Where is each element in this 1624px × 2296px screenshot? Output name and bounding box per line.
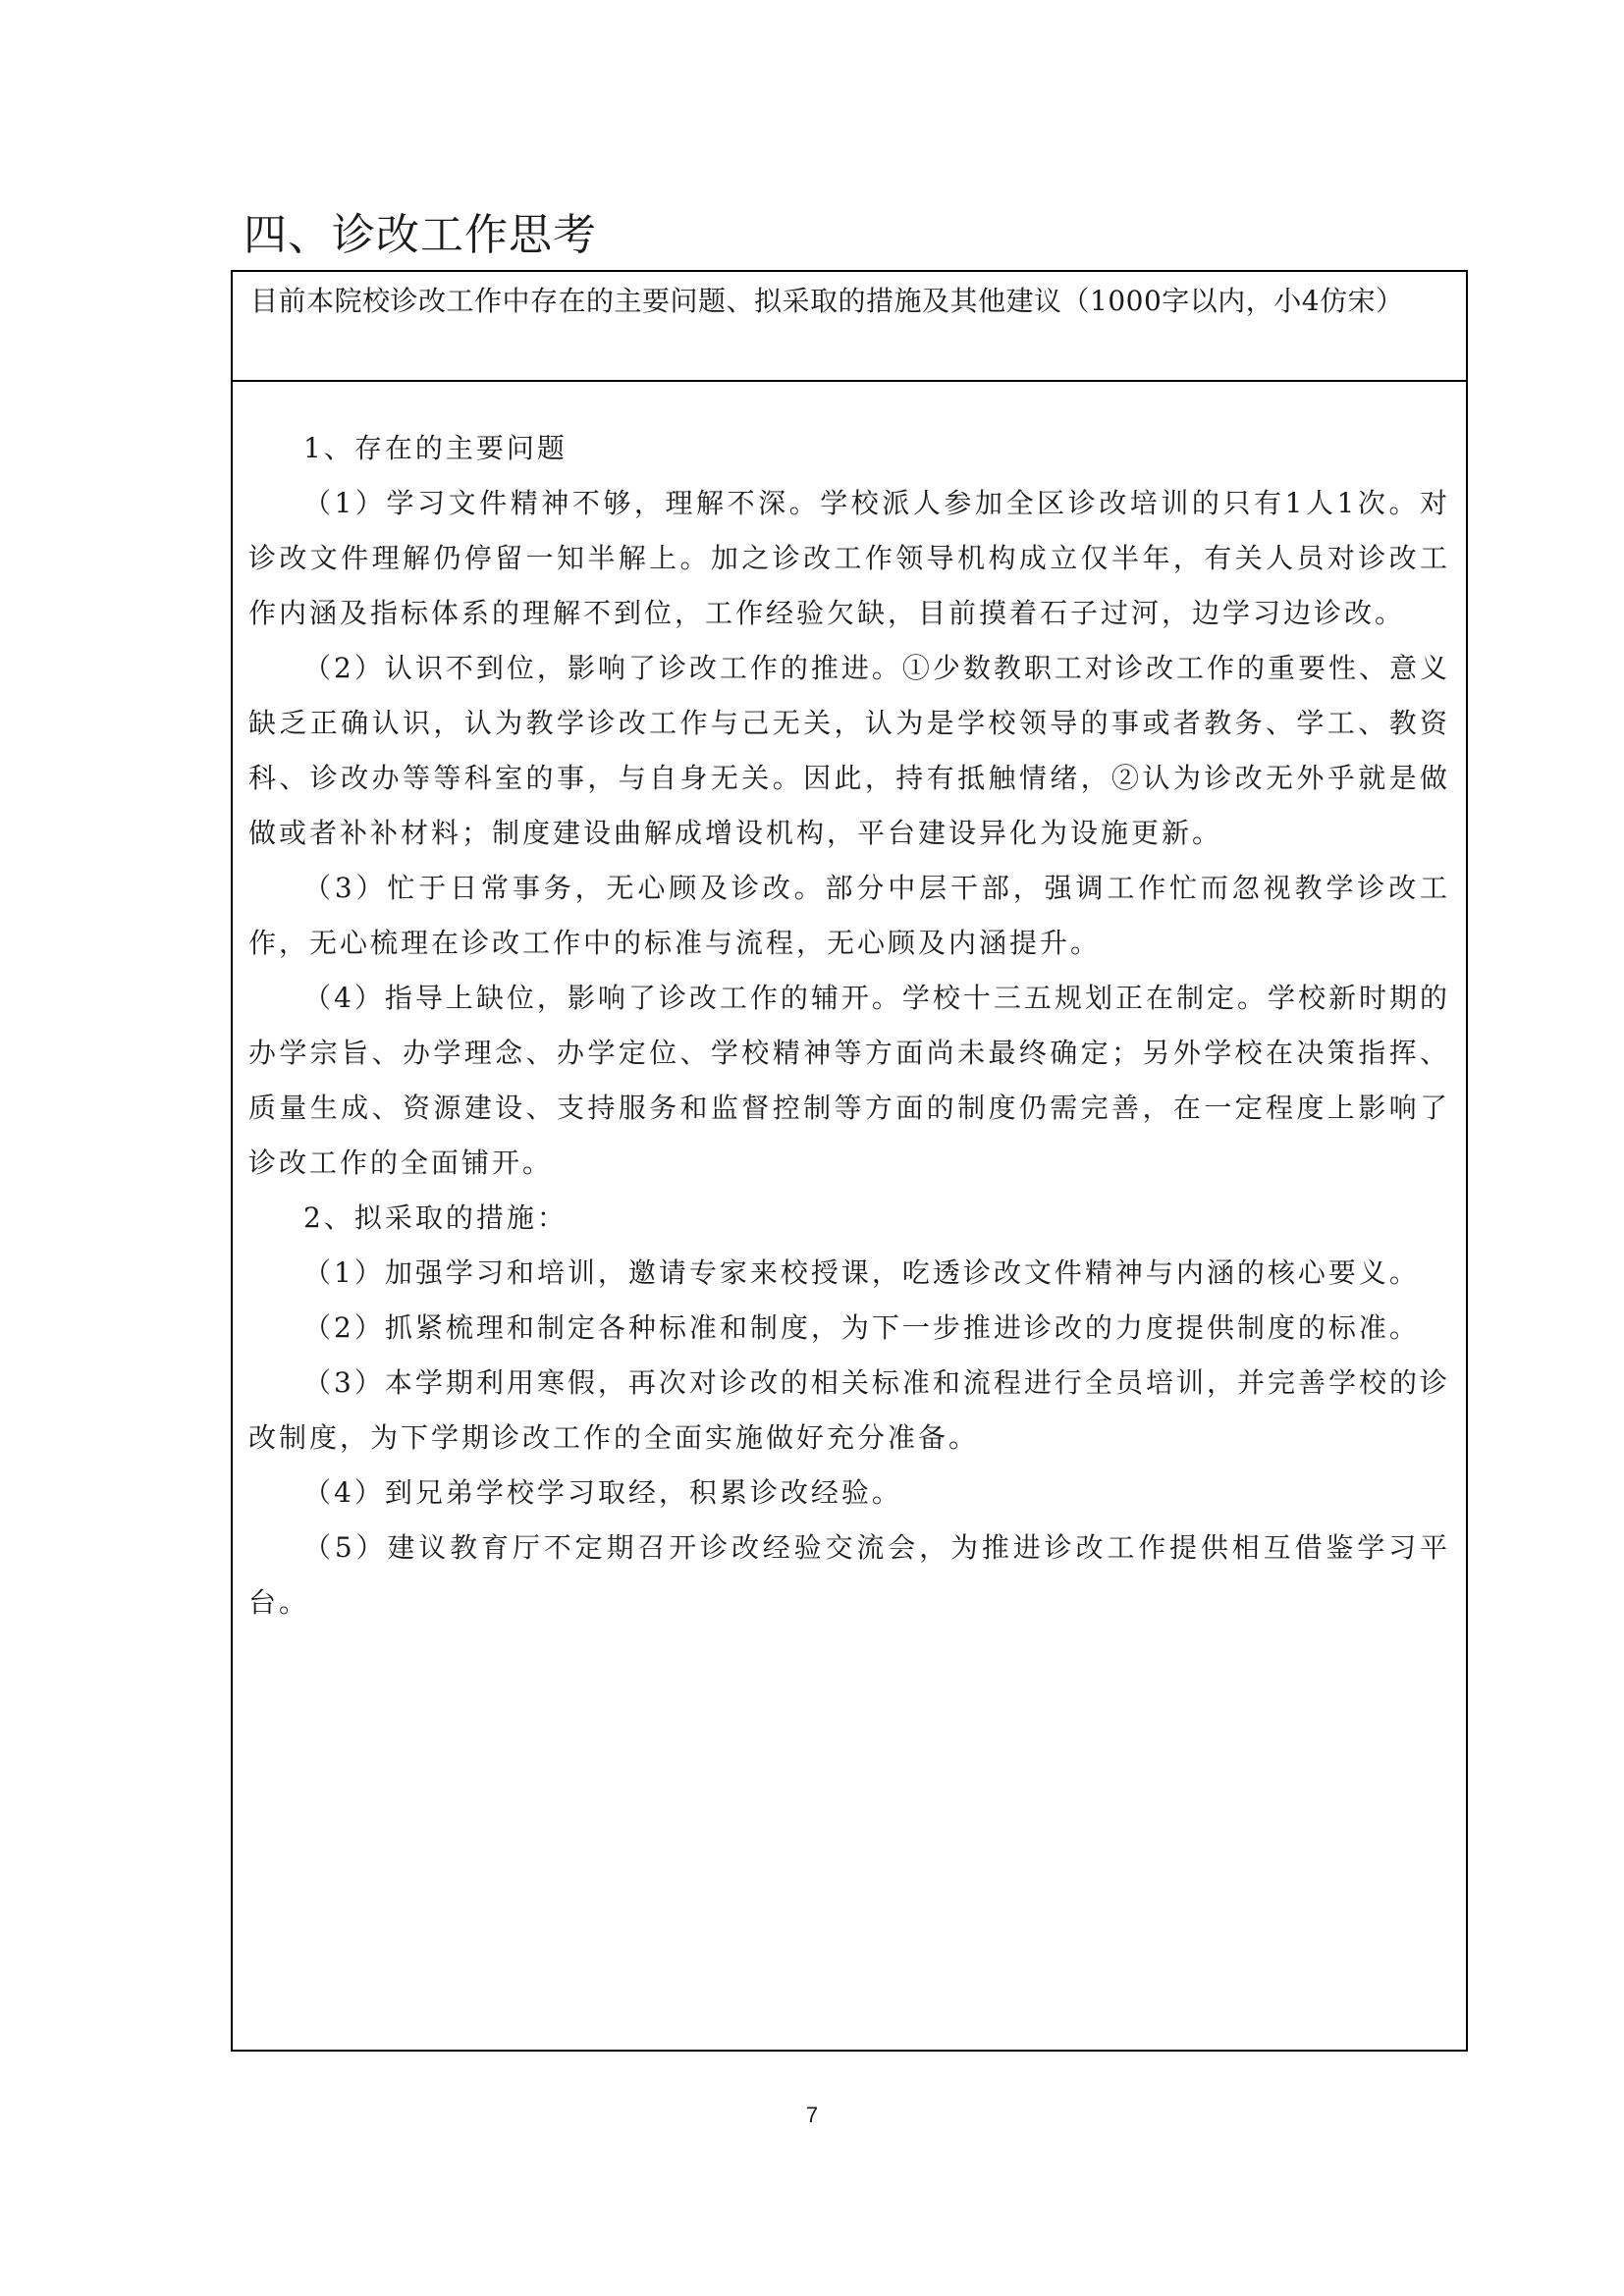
problem-2: （2）认识不到位，影响了诊改工作的推进。①少数教职工对诊改工作的重要性、意义缺乏正确认识，认为教学诊改工作与己无关，认为是学校领导的事或者教务、学工、教资科、诊改办等等科室的事，与自身无关。因此，持有抵触情绪，②认为诊改无外乎就是做做或者补补材料；制度建设曲解成增设机构，平台建设异化为设施更新。 bbox=[248, 652, 1450, 849]
form-prompt: 目前本院校诊改工作中存在的主要问题、拟采取的措施及其他建议（1000字以内，小4仿宋） bbox=[233, 272, 1466, 382]
problem-1: （1）学习文件精神不够，理解不深。学校派人参加全区诊改培训的只有1人1次。对诊改文件理解仍停留一知半解上。加之诊改工作领导机构成立仅半年，有关人员对诊改工作内涵及指标体系的理解不到位，工作经验欠缺，目前摸着石子过河，边学习边诊改。 bbox=[248, 487, 1450, 629]
measure-3: （3）本学期利用寒假，再次对诊改的相关标准和流程进行全员培训，并完善学校的诊改制度，为下学期诊改工作的全面实施做好充分准备。 bbox=[248, 1366, 1450, 1454]
measure-2: （2）抓紧梳理和制定各种标准和制度，为下一步推进诊改的力度提供制度的标准。 bbox=[303, 1311, 1420, 1344]
measure-4: （4）到兄弟学校学习取经，积累诊改经验。 bbox=[303, 1476, 902, 1509]
problem-3: （3）忙于日常事务，无心顾及诊改。部分中层干部，强调工作忙而忽视教学诊改工作，无心梳理在诊改工作中的标准与流程，无心顾及内涵提升。 bbox=[248, 872, 1450, 959]
form-body bbox=[233, 382, 1466, 1630]
page-number: 7 bbox=[805, 2103, 819, 2127]
measure-5: （5）建议教育厅不定期召开诊改经验交流会，为推进诊改工作提供相互借鉴学习平台。 bbox=[248, 1531, 1450, 1619]
measure-1: （1）加强学习和培训，邀请专家来校授课，吃透诊改文件精神与内涵的核心要义。 bbox=[303, 1256, 1420, 1289]
problem-4: （4）指导上缺位，影响了诊改工作的辅开。学校十三五规划正在制定。学校新时期的办学宗旨、办学理念、办学定位、学校精神等方面尚未最终确定；另外学校在决策指挥、质量生成、资源建设、支持服务和监督控制等方面的制度仍需完善，在一定程度上影响了诊改工作的全面铺开。 bbox=[248, 982, 1450, 1179]
heading-measures: 2、拟采取的措施： bbox=[303, 1201, 568, 1234]
form-table bbox=[231, 270, 1468, 2052]
heading-problems: 1、存在的主要问题 bbox=[303, 432, 568, 464]
section-heading: 四、诊改工作思考 bbox=[244, 210, 597, 260]
